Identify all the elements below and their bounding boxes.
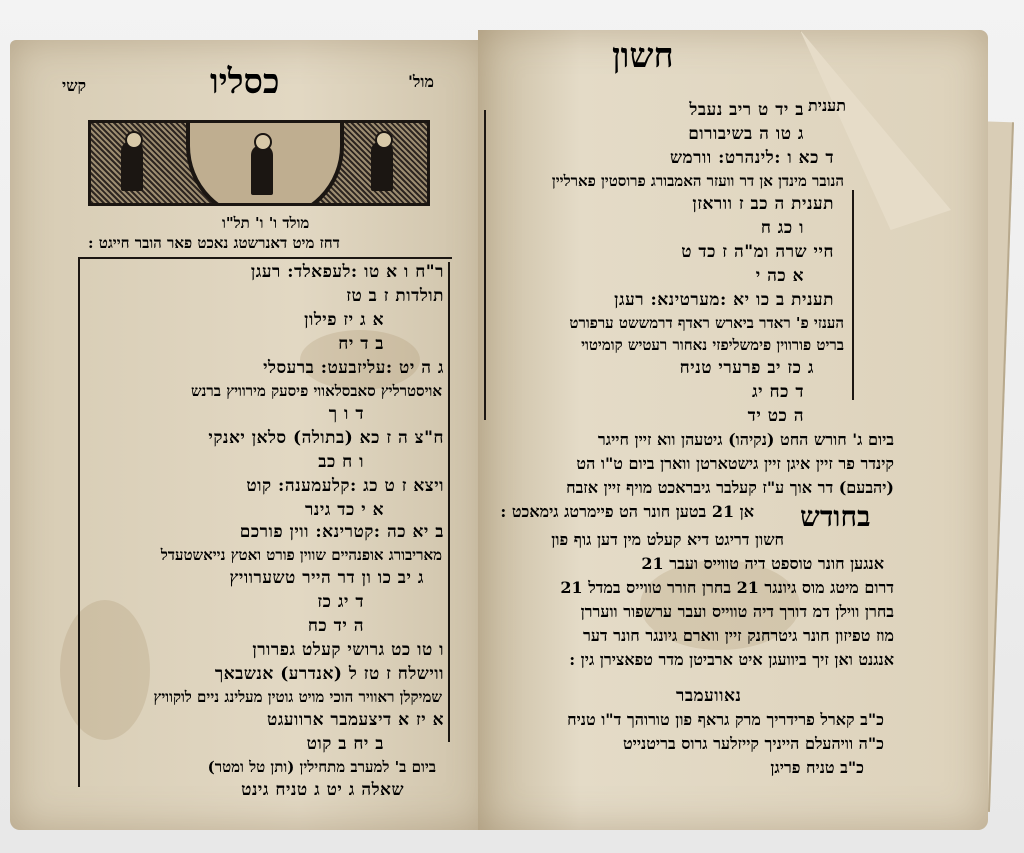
chodesh-line: אנגען חונר טוספט דיה טווייס ועבר 21 xyxy=(641,554,884,573)
calendar-row: ג ה יט :עליזבעט: ברעסלי xyxy=(263,358,444,378)
molad-note: דחז מיט דאנרשטג נאכט פאר הובר חייגט : xyxy=(88,234,340,252)
left-corner-left: קשי xyxy=(62,76,87,95)
calendar-note: הנובר מינדן אן דר וועזר האמבורג פרוסטין פארליין xyxy=(551,172,844,190)
month-row: כ"ה וויהעלם הייניך קייזלער גרוס בריטנייט xyxy=(622,734,884,753)
calendar-note: אויסטרליץ סאבסלאווי פיסעק מירוויץ ברנש xyxy=(190,382,442,400)
calendar-row: ד יג כז xyxy=(317,592,364,612)
left-corner-right: מול' xyxy=(408,72,434,91)
calendar-row: ו טו כט גרושי קעלט גפרורן xyxy=(252,640,444,660)
calendar-row: ב יא כה :קטרינא: ווין פורכם xyxy=(239,522,444,542)
calendar-note: ביום ב' למערב מתחילין (ותן טל ומטר) xyxy=(207,758,436,776)
calendar-row: ג טו ה בשיבורום xyxy=(688,124,804,144)
chodesh-line: דרום מיטג מוס גיונגר 21 בחרן חורר טווייס במדל 21 xyxy=(560,578,894,597)
calendar-row: ה כט יד xyxy=(747,406,804,426)
calendar-row: ח"צ ה ז כא (בתולה) סלאן יאנקי xyxy=(208,428,444,448)
calendar-row: תענית ה כב ז ווראזן xyxy=(692,194,834,214)
calendar-row: ג כז יב פרערי טניח xyxy=(679,358,814,378)
woodcut-head xyxy=(125,131,143,149)
paragraph-line: (יהבעם) דר אוך ע"ז קעלבר גיבראכט מויף זיין אזבח xyxy=(566,478,894,497)
calendar-row: א ג יז פילון xyxy=(304,310,384,330)
molad-line: מולד ו' ו' תל"ו xyxy=(222,214,310,232)
calendar-row: א יז א דיצעמבר ארוועגט xyxy=(267,710,444,730)
calendar-row: ג יב כו ון דר הייר טשערוויץ xyxy=(229,568,424,588)
calendar-row: א כה י xyxy=(755,266,804,286)
month-heading: נאוועמבר xyxy=(676,686,742,706)
calendar-note: שמיקלן ראוויר הוכי מויט גוטין מעלינג ניים לוקוויץ xyxy=(153,688,442,706)
woodcut-head xyxy=(375,131,393,149)
calendar-row: תענית ב כו יא :מערטינא: רעגן xyxy=(614,290,834,310)
calendar-row: חיי שרה ומ"ה ז כד ט xyxy=(681,242,834,262)
woodcut-illustration xyxy=(88,120,430,206)
calendar-row: א י כד גינר xyxy=(304,500,384,520)
chodesh-line: מוז טפיזון חונר גיטרחנק זיין ווארם גיונגר חונר דער xyxy=(582,626,894,645)
calendar-row: ב ד יח xyxy=(338,334,384,354)
right-table-left-rule xyxy=(484,110,486,420)
chodesh-line: בחרן ווילן דמ דורך דיה טווייס ועבר ערשפור וועררן xyxy=(580,602,894,621)
calendar-row: ה יד כח xyxy=(307,616,364,636)
paragraph-line: ביום ג' חורש החט (נקיהו) גיטעהן ווא זיין חייגר xyxy=(597,430,894,449)
month-row: כ"ב טניח פריגן xyxy=(770,758,864,777)
paper-stain xyxy=(60,600,150,740)
calendar-row: תולדות ז ב טז xyxy=(346,286,444,306)
calendar-row: ו ח כב xyxy=(318,452,364,472)
left-table-left-rule xyxy=(78,257,80,787)
calendar-row: ר"ח ו א טו :לעפאלד: רעגן xyxy=(250,262,444,282)
paragraph-line: קינדר פר זיין איגן זיין גישטארטן ווארן ביום ט"ו הט xyxy=(576,454,894,473)
right-table-right-rule xyxy=(852,190,854,400)
calendar-row: ד כא ו :לינהרט: וורמש xyxy=(670,148,834,168)
woodcut-head xyxy=(254,133,272,151)
calendar-note: הענזי פ' ראדר ביארש ראדף דרמששט ערפורט xyxy=(569,314,844,332)
right-page-title: חשון xyxy=(612,36,674,76)
calendar-row: ד ו ך xyxy=(328,404,364,424)
right-corner-label: תענית xyxy=(808,96,846,115)
calendar-row: ד כח יג xyxy=(752,382,804,402)
chodesh-line: אנגנט ואן זיך ביוועגן איט ארביטן מדר טפאצירן גין : xyxy=(569,650,894,669)
chodesh-label: בחודש xyxy=(800,500,871,533)
calendar-row: ב יד ט ריב נעבל xyxy=(689,100,804,120)
calendar-note: בריט פורווין פימשליפזי נאחור רעטיש קומיטוי xyxy=(581,336,844,354)
left-table-top-rule xyxy=(78,257,452,259)
left-page-title: כסליו xyxy=(210,62,280,102)
calendar-row: ויצא ז ט כג :קלעמענה: קוט xyxy=(246,476,444,496)
calendar-row: ווישלח ז טז ל (אנדרע) אנשבאך xyxy=(214,664,444,684)
paragraph-line: אן 21 בטען חונר הט פיימרטג גימאכט : xyxy=(500,502,754,521)
calendar-row: ב יח ב קוט xyxy=(306,734,384,754)
chodesh-line: חשון דריגט דיא קעלט מין דען גוף פון xyxy=(551,530,784,549)
calendar-row: ו כג ח xyxy=(760,218,804,238)
calendar-row: שאלה ג יט ג טניח גינט xyxy=(241,780,404,800)
calendar-note: מאריבורג אופנהיים שווין פורט ואטץ נייאשטעדל xyxy=(160,546,442,564)
left-table-right-rule xyxy=(448,262,450,742)
woodcut-figure-center xyxy=(251,145,273,195)
month-row: כ"ב קארל פרידריך מרק גראף פון טורוהך ד"ו טניח xyxy=(567,710,884,729)
